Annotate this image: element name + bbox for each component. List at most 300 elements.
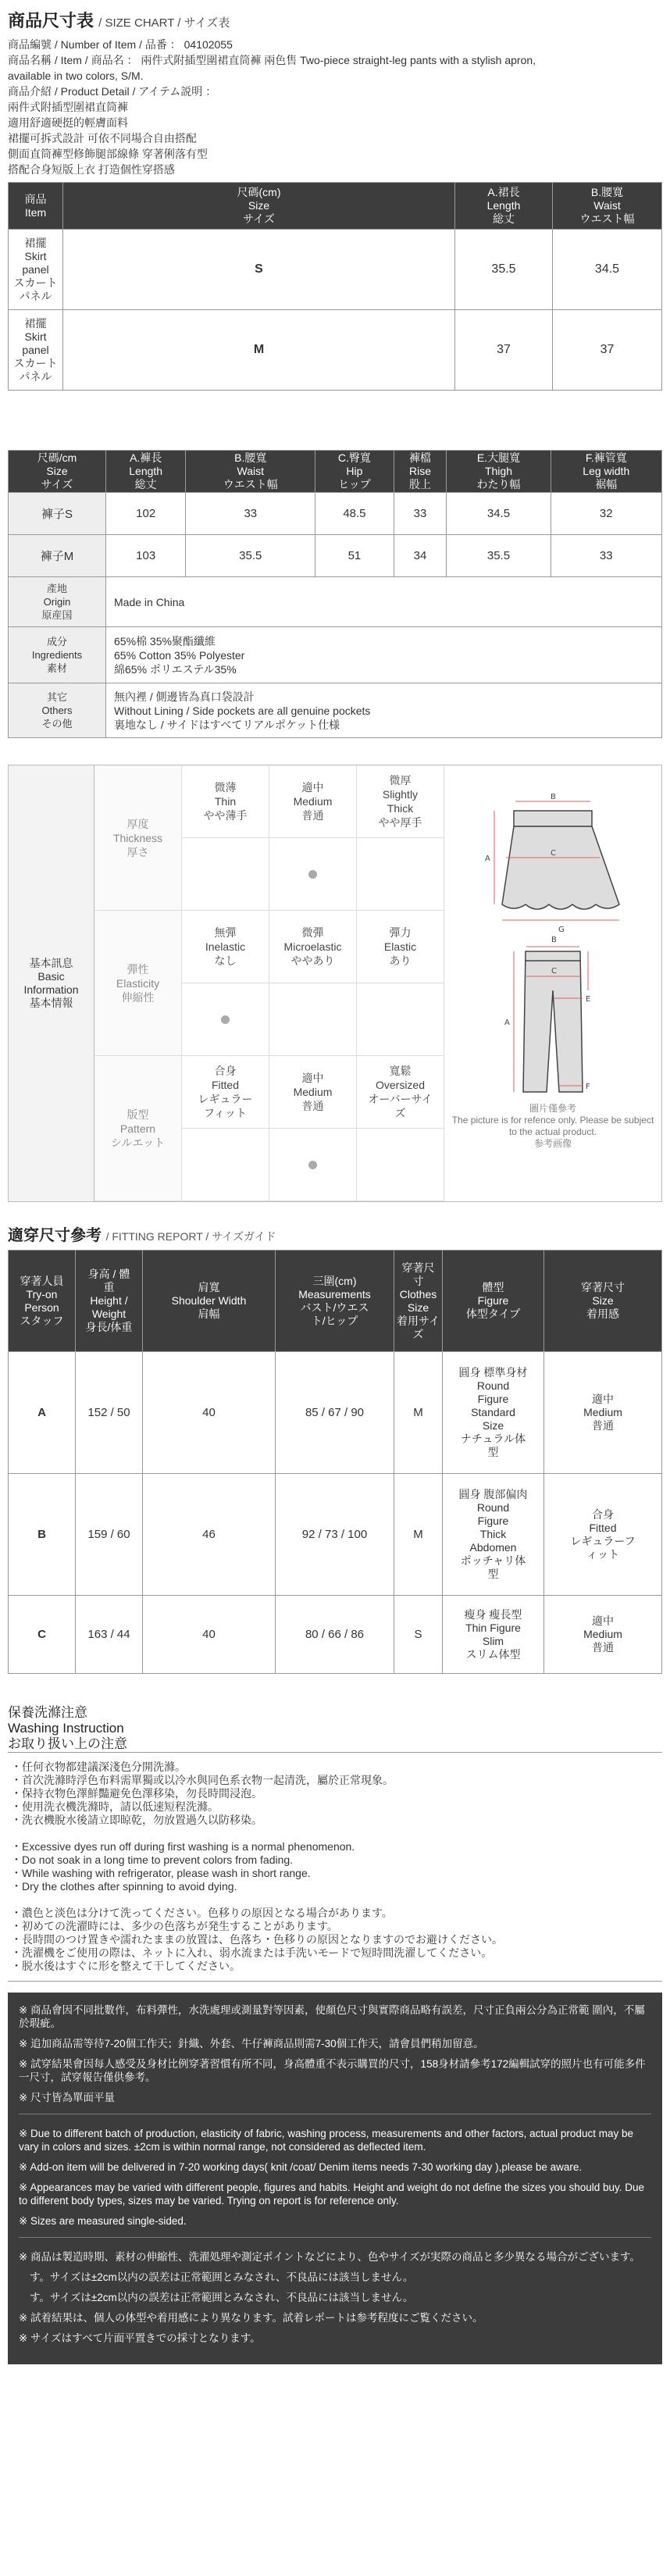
text-line: F.褲管寬: [585, 451, 627, 464]
text-line: ・首次洗滌時浮色布料需單獨或以冷水與同色系衣物一起清洗，屬於正常現象。: [11, 1774, 394, 1786]
text-line: Thin Figure: [465, 1621, 521, 1634]
text-line: ・長時間のつけ置きや濡れたままの放置は、色落ち・色移りの原因となりますのでお避けください。: [11, 1933, 503, 1946]
text-line: お取り扱い上の注意: [8, 1736, 127, 1751]
text-line: to the actual product.: [508, 1126, 597, 1137]
table-header-row: [9, 183, 662, 230]
header-length: [455, 183, 553, 230]
diagram-letter-c: C: [551, 849, 556, 858]
diagram-letter-g: G: [558, 926, 565, 934]
value-cell: 32: [551, 493, 661, 535]
text-line: ・脱水後はすぐに形を整えて干してください。: [11, 1960, 241, 1972]
text-line: 厚度: [127, 817, 149, 830]
text-line: 適中: [301, 1072, 324, 1084]
diagram-letter-e: E: [586, 995, 591, 1004]
text-line: 基本情報: [29, 997, 73, 1009]
text-line: B.腰寬: [234, 451, 267, 464]
text-line: Figure: [477, 1294, 509, 1307]
header-size: [9, 451, 106, 493]
meas-cell: 85 / 67 / 90: [276, 1352, 394, 1474]
dot-slot: [269, 1129, 357, 1201]
text-line: Shoulder Width: [171, 1294, 247, 1307]
text-line: E.大腿寬: [476, 451, 521, 464]
pattern-option-fitted: [182, 1056, 269, 1129]
text-line: 総丈: [134, 478, 157, 491]
text-line: 其它: [46, 691, 67, 703]
text-line: The picture is for refence only. Please be subject: [451, 1115, 654, 1126]
fitting-table: [8, 1250, 662, 1674]
hw-cell: 159 / 60: [76, 1474, 143, 1596]
text-line: 体型タイプ: [465, 1308, 521, 1320]
table-header-row: [9, 1251, 662, 1352]
thickness-option-thick: [357, 765, 444, 838]
text-line: スタッフ: [20, 1314, 64, 1327]
text-line: Weight: [91, 1308, 127, 1320]
text-line: ※ Appearances may be varied with different people, figures and habits. Height and weight do not define the sizes you should buy. Due to different body types, sizes may be varied. Trying on report is for reference only.: [19, 2182, 645, 2207]
text-line: Medium: [583, 1628, 622, 1640]
text-line: ・任何衣物都建議深淺色分開洗滌。: [11, 1761, 186, 1773]
size-cell: M: [394, 1474, 443, 1596]
origin-value: [106, 577, 662, 627]
ingredients-value: [106, 627, 662, 683]
text-line: 穿著人員: [20, 1274, 64, 1287]
header-height-weight: [76, 1251, 143, 1352]
text-line: Try-on: [26, 1287, 58, 1300]
text-line: ウエスト幅: [579, 212, 635, 225]
meas-cell: 80 / 66 / 86: [276, 1596, 394, 1674]
text-line: Elasticity: [116, 976, 160, 990]
row-label: 褲子M: [9, 535, 106, 577]
item-cell: [9, 310, 63, 391]
text-line: ※ 商品は製造時期、素材の伸縮性、洗濯処理や測定ポイントなどにより、色やサイズが実際の商品と多少異なる場合がございます。: [19, 2251, 640, 2263]
skirt-size-table: [8, 182, 662, 391]
diagram-note: [452, 1103, 654, 1150]
text-line: Abdomen: [469, 1541, 517, 1554]
text-line: Origin: [43, 596, 71, 608]
text-line: 微薄: [214, 781, 237, 794]
fitting-title: [8, 1222, 662, 1245]
text-line: 参考画像: [533, 1138, 572, 1149]
value-cell: 35.5: [186, 535, 315, 577]
value-cell: 35.5: [447, 535, 551, 577]
ingredients-label: [9, 627, 106, 683]
text-line: スリム体型: [465, 1647, 521, 1661]
text-line: 着用サイ: [396, 1314, 440, 1327]
dot-slot: [182, 838, 269, 911]
pants-diagram: [490, 936, 615, 1100]
elasticity-label: [94, 911, 182, 1056]
info-line: 兩件式附插型圍裙直筒褲: [8, 101, 128, 113]
text-line: ※ Sizes are measured single-sided.: [19, 2215, 187, 2227]
text-line: す。サイズは±2cm以内の誤差は正常範囲とみなされ、不良品には該当しません。: [30, 2292, 414, 2303]
text-line: 股上: [409, 478, 432, 491]
text-line: Hip: [346, 465, 363, 477]
text-line: シルエット: [110, 1136, 166, 1149]
text-line: Fitted: [211, 1079, 239, 1091]
text-line: 裾幅: [595, 478, 618, 491]
dot-slot: [357, 983, 444, 1056]
text-line: ※ Due to different batch of production, elasticity of fabric, washing process, measurements and other factors, actual product may be vary in colors and sizes. ±2cm is within normal range, not considered as deflected item.: [19, 2128, 633, 2153]
text-line: 合身: [214, 1065, 237, 1077]
text-line: 產地: [46, 583, 67, 594]
text-line: 65% Cotton 35% Polyester: [114, 648, 245, 662]
text-line: panel: [22, 262, 49, 276]
text-line: C.臀寬: [337, 451, 371, 464]
text-line: サイズ: [41, 478, 73, 491]
header-shoulder: [143, 1251, 276, 1352]
text-line: 型: [487, 1568, 499, 1580]
washing-heading: [8, 1705, 662, 1752]
title-subtitle: / SIZE CHART / サイズ表: [98, 16, 230, 30]
dot-slot: [269, 983, 357, 1056]
figure-cell: [443, 1352, 544, 1474]
text-line: Height /: [90, 1294, 128, 1307]
text-line: スカート: [13, 356, 58, 369]
person-cell: B: [9, 1474, 76, 1596]
others-label: [9, 683, 106, 738]
text-line: Others: [41, 705, 73, 716]
shoulder-cell: 46: [143, 1474, 276, 1596]
text-line: わたり幅: [476, 478, 521, 491]
text-line: ナチュラル体: [460, 1432, 526, 1445]
text-line: Fitted: [589, 1521, 617, 1534]
info-line: 搭配合身短版上衣 打造個性穿搭感: [8, 163, 175, 176]
attribute-grid: [94, 765, 444, 1201]
text-line: Slim: [482, 1634, 504, 1647]
table-row: [9, 1596, 662, 1674]
text-line: Size: [407, 1300, 429, 1314]
text-line: ※ 試着結果は、個人の体型や着用感により異なります。試着レポートは参考程度にご覧ください。: [19, 2312, 483, 2324]
text-line: 體型: [482, 1281, 504, 1293]
diagram-letter-a: A: [485, 855, 490, 863]
text-line: A.裙長: [487, 186, 520, 198]
text-line: 無內裡 / 側邊皆為真口袋設計: [114, 690, 255, 703]
text-line: Medium: [293, 795, 333, 808]
figure-cell: [443, 1596, 544, 1674]
text-line: Figure: [477, 1515, 509, 1527]
value-cell: 102: [106, 493, 186, 535]
text-line: Leg width: [583, 465, 630, 477]
text-line: ・Do not soak in a long time to prevent colors from fading.: [11, 1854, 294, 1866]
header-fit: [544, 1251, 662, 1352]
skirt-diagram: [459, 780, 647, 944]
text-line: Skirt: [24, 330, 47, 343]
text-line: ・While washing with refrigerator, please wash in short range.: [11, 1867, 311, 1879]
table-row: [9, 310, 662, 391]
text-line: 伸縮性: [121, 990, 155, 1004]
text-line: 三圍(cm): [312, 1274, 357, 1287]
info-line: 商品編號 / Number of Item / 品番 ： 04102055: [8, 38, 233, 51]
text-line: 身高 / 體: [87, 1268, 130, 1280]
washing-section: [0, 1705, 670, 1982]
text-line: Basic: [37, 970, 65, 983]
text-line: 版型: [127, 1108, 149, 1121]
diagram-letter-b2: B: [551, 936, 557, 944]
header-rise: [394, 451, 447, 493]
header-waist: [553, 183, 662, 230]
text-line: やや厚手: [378, 816, 422, 829]
text-line: Ingredients: [31, 649, 83, 661]
header-item: [9, 183, 63, 230]
text-line: Thickness: [112, 831, 163, 844]
pattern-option-medium: [269, 1056, 357, 1129]
header-length: [106, 451, 186, 493]
info-line: 商品名稱 / Item / 商品名 ： 兩件式附插型圍裙直筒褲 兩色售 Two-piece straight-leg pants with a stylish apron,: [8, 54, 536, 66]
thickness-option-medium: [269, 765, 357, 838]
figure-cell: [443, 1474, 544, 1596]
info-line: 商品介紹 / Product Detail / アイテム説明 ：: [8, 85, 217, 98]
text-line: バスト/ウエス: [300, 1300, 369, 1314]
text-line: 原産国: [41, 609, 73, 621]
text-line: ・使用洗衣機洗滌時，請以低速短程洗滌。: [11, 1800, 219, 1813]
basic-info-label: [9, 765, 94, 1201]
text-line: Figure: [477, 1393, 509, 1405]
others-value: [106, 683, 662, 738]
elasticity-option-inelastic: [182, 911, 269, 983]
text-line: 圓身 腹部偏肉: [458, 1488, 528, 1500]
text-line: ※ 商品會因不同批數作，布料彈性，水洗處理或測量對等因素，使顏色尺寸與實際商品略有誤差，尺寸正負兩公分為正常範 圍內，不屬於瑕疵。: [19, 2004, 645, 2029]
text-line: レギュラーフ: [570, 1534, 636, 1547]
hw-cell: 152 / 50: [76, 1352, 143, 1474]
text-line: 適中: [301, 781, 324, 794]
value-cell: 33: [186, 493, 315, 535]
text-line: Thick: [387, 802, 414, 815]
text-line: Size: [248, 199, 270, 212]
text-line: その他: [41, 718, 73, 730]
shoulder-cell: 40: [143, 1596, 276, 1674]
fit-cell: [544, 1596, 662, 1674]
text-line: 身長/体重: [85, 1321, 133, 1333]
text-line: Waist: [237, 465, 265, 477]
diagram-letter-b: B: [551, 793, 556, 801]
size-cell: S: [394, 1596, 443, 1674]
header-section: [0, 0, 670, 177]
page-title: [8, 0, 662, 32]
title-text: 商品尺寸表: [8, 11, 94, 30]
text-line: ※ 追加商品需等待7-20個工作天；針織、外套、牛仔褲商品則需7-30個工作天，請會員們稍加留意。: [19, 2038, 484, 2050]
text-line: 基本訊息: [29, 957, 73, 969]
pants-table-section: [0, 450, 670, 738]
text-line: 裏地なし / サイドはすべてリアルポケット仕様: [114, 718, 340, 731]
person-cell: A: [9, 1352, 76, 1474]
washing-body: [8, 1752, 662, 1982]
text-line: 彈性: [127, 962, 149, 976]
length-cell: 35.5: [455, 230, 553, 310]
text-line: ズ: [394, 1107, 406, 1119]
text-line: 型: [487, 1446, 499, 1458]
origin-row: [9, 577, 662, 627]
table-row: [9, 535, 662, 577]
text-line: 適中: [592, 1614, 614, 1627]
text-line: 裙擺: [24, 316, 47, 330]
text-line: Medium: [293, 1086, 333, 1098]
shoulder-cell: 40: [143, 1352, 276, 1474]
text-line: 適穿尺寸參考: [8, 1227, 102, 1244]
text-line: サイズ: [243, 212, 275, 225]
text-line: 素材: [46, 662, 67, 674]
text-line: Microelastic: [283, 940, 342, 953]
value-cell: 103: [106, 535, 186, 577]
dot-slot: [357, 838, 444, 911]
text-line: Length: [129, 465, 163, 477]
text-line: Measurements: [298, 1287, 371, 1300]
text-line: ポッチャリ体: [460, 1554, 526, 1567]
text-line: オーバーサイ: [368, 1093, 433, 1105]
text-line: Person: [24, 1300, 59, 1314]
others-row: [9, 683, 662, 738]
pants-size-table: [8, 450, 662, 738]
thickness-option-thin: [182, 765, 269, 838]
pattern-option-oversized: [357, 1056, 444, 1129]
text-line: やや薄手: [203, 809, 248, 822]
text-line: 穿著尺寸: [581, 1281, 625, 1293]
text-line: 寸: [412, 1274, 424, 1287]
text-line: 成分: [46, 636, 67, 648]
text-line: Waist: [593, 199, 621, 212]
item-cell: [9, 230, 63, 310]
text-line: Information: [23, 983, 79, 996]
product-info: [8, 37, 662, 177]
elasticity-option-micro: [269, 911, 357, 983]
diagram-letter-a2: A: [504, 1019, 510, 1027]
text-line: ・濃色と淡色は分けて洗ってください。色移りの原因となる場合があります。: [11, 1907, 393, 1919]
table-row: [9, 493, 662, 535]
text-line: Thigh: [484, 465, 512, 477]
header-hip: [315, 451, 394, 493]
text-line: 厚さ: [127, 845, 149, 858]
text-line: 微彈: [301, 926, 324, 939]
text-line: Made in China: [114, 595, 185, 608]
text-line: 商品: [24, 192, 47, 205]
selected-dot: [308, 1161, 317, 1169]
text-line: panel: [22, 343, 49, 356]
text-line: ※ Add-on item will be delivered in 7-20 working days( knit /coat/ Denim items needs 7-30 working day ),please be aware.: [19, 2161, 583, 2173]
text-line: 彈力: [389, 926, 412, 939]
text-line: Slightly: [382, 788, 419, 801]
origin-label: [9, 577, 106, 627]
size-cell: M: [394, 1352, 443, 1474]
text-line: ト/ヒップ: [311, 1314, 358, 1327]
text-line: ・初めての洗濯時には、多少の色落ちが発生することがあります。: [11, 1920, 338, 1932]
header-leg-width: [551, 451, 661, 493]
text-line: ・洗衣機脫水後請立即晾乾，勿放置過久以防移染。: [11, 1814, 262, 1826]
text-line: Standard: [471, 1406, 515, 1418]
text-line: Round: [476, 1379, 510, 1392]
notice-box: [8, 1993, 662, 2364]
thickness-label: [94, 765, 182, 911]
selected-dot: [221, 1015, 230, 1024]
text-line: Thick: [479, 1528, 507, 1540]
text-line: ・保持衣物色澤鮮豔避免色澤移染，勿長時間浸泡。: [11, 1787, 262, 1800]
text-line: 穿著尺: [401, 1261, 435, 1274]
text-line: ・Excessive dyes run off during first washing is a normal phenomenon.: [11, 1840, 355, 1853]
text-line: Item: [24, 205, 47, 219]
info-line: 適用舒適硬挺的輕膚面料: [8, 116, 128, 129]
header-person: [9, 1251, 76, 1352]
diagram-letter-f: F: [586, 1083, 590, 1091]
text-line: あり: [389, 954, 412, 967]
text-line: Oversized: [375, 1079, 426, 1091]
text-line: 褲檔: [409, 451, 432, 464]
text-line: B.腰寬: [590, 186, 624, 198]
text-line: Elastic: [383, 940, 417, 953]
text-line: Medium: [583, 1406, 622, 1418]
text-line: 肩幅: [198, 1308, 220, 1320]
text-line: 肩寬: [198, 1281, 220, 1293]
header-size: [63, 183, 455, 230]
waist-cell: 37: [553, 310, 662, 391]
text-line: 普通: [592, 1419, 614, 1432]
header-clothes-size: [394, 1251, 443, 1352]
dot-slot: [182, 983, 269, 1056]
length-cell: 37: [455, 310, 553, 391]
text-line: ィット: [586, 1547, 619, 1561]
text-line: ※ 尺寸皆為單面平量: [19, 2092, 116, 2103]
text-line: スカート: [13, 276, 58, 289]
table-row: [9, 1474, 662, 1596]
text-line: Pattern: [119, 1122, 156, 1135]
text-line: ・Dry the clothes after spinning to avoid dying.: [11, 1880, 237, 1893]
text-line: A.褲長: [130, 451, 162, 464]
value-cell: 33: [394, 493, 447, 535]
value-cell: 48.5: [315, 493, 394, 535]
text-line: Size: [482, 1419, 504, 1432]
text-line: ややあり: [290, 954, 335, 967]
text-line: 寬鬆: [389, 1065, 412, 1077]
hw-cell: 163 / 44: [76, 1596, 143, 1674]
text-line: 尺碼(cm): [237, 186, 281, 198]
value-cell: 34.5: [447, 493, 551, 535]
text-line: 適中: [592, 1393, 614, 1405]
text-line: Thin: [214, 795, 237, 808]
text-line: 合身: [592, 1507, 614, 1521]
fit-cell: [544, 1474, 662, 1596]
value-cell: 34: [394, 535, 447, 577]
row-label: 褲子S: [9, 493, 106, 535]
text-line: 微厚: [389, 774, 412, 787]
pattern-label: [94, 1056, 182, 1201]
text-line: Length: [486, 199, 521, 212]
text-line: パネル: [19, 289, 52, 302]
text-line: 普通: [301, 809, 324, 822]
text-line: / FITTING REPORT / サイズガイド: [105, 1230, 276, 1243]
text-line: ウエスト幅: [223, 478, 278, 491]
waist-cell: 34.5: [553, 230, 662, 310]
text-line: なし: [214, 954, 237, 967]
text-line: Clothes: [399, 1287, 437, 1300]
elasticity-option-elastic: [357, 911, 444, 983]
text-line: レギュラー: [198, 1093, 253, 1105]
ingredients-row: [9, 627, 662, 683]
text-line: 圖片僅參考: [529, 1103, 576, 1114]
text-line: Size: [592, 1294, 614, 1307]
dot-slot: [357, 1129, 444, 1201]
fit-cell: [544, 1352, 662, 1474]
text-line: ・洗濯機をご使用の際は、ネットに入れ、弱水流または手洗いモードで短時間洗濯してください。: [11, 1946, 493, 1959]
text-line: Rise: [409, 465, 432, 477]
text-line: パネル: [19, 369, 52, 383]
person-cell: C: [9, 1596, 76, 1674]
text-line: 圓身 標準身材: [458, 1366, 528, 1379]
selected-dot: [308, 870, 317, 879]
header-measurements: [276, 1251, 394, 1352]
header-figure: [443, 1251, 544, 1352]
text-line: Size: [46, 465, 68, 477]
dot-slot: [182, 1129, 269, 1201]
text-line: ズ: [412, 1327, 424, 1340]
text-line: 普通: [592, 1641, 614, 1654]
text-line: Washing Instruction: [8, 1721, 124, 1736]
text-line: す。サイズは±2cm以内の誤差は正常範囲とみなされ、不良品には該当しません。: [30, 2271, 414, 2283]
